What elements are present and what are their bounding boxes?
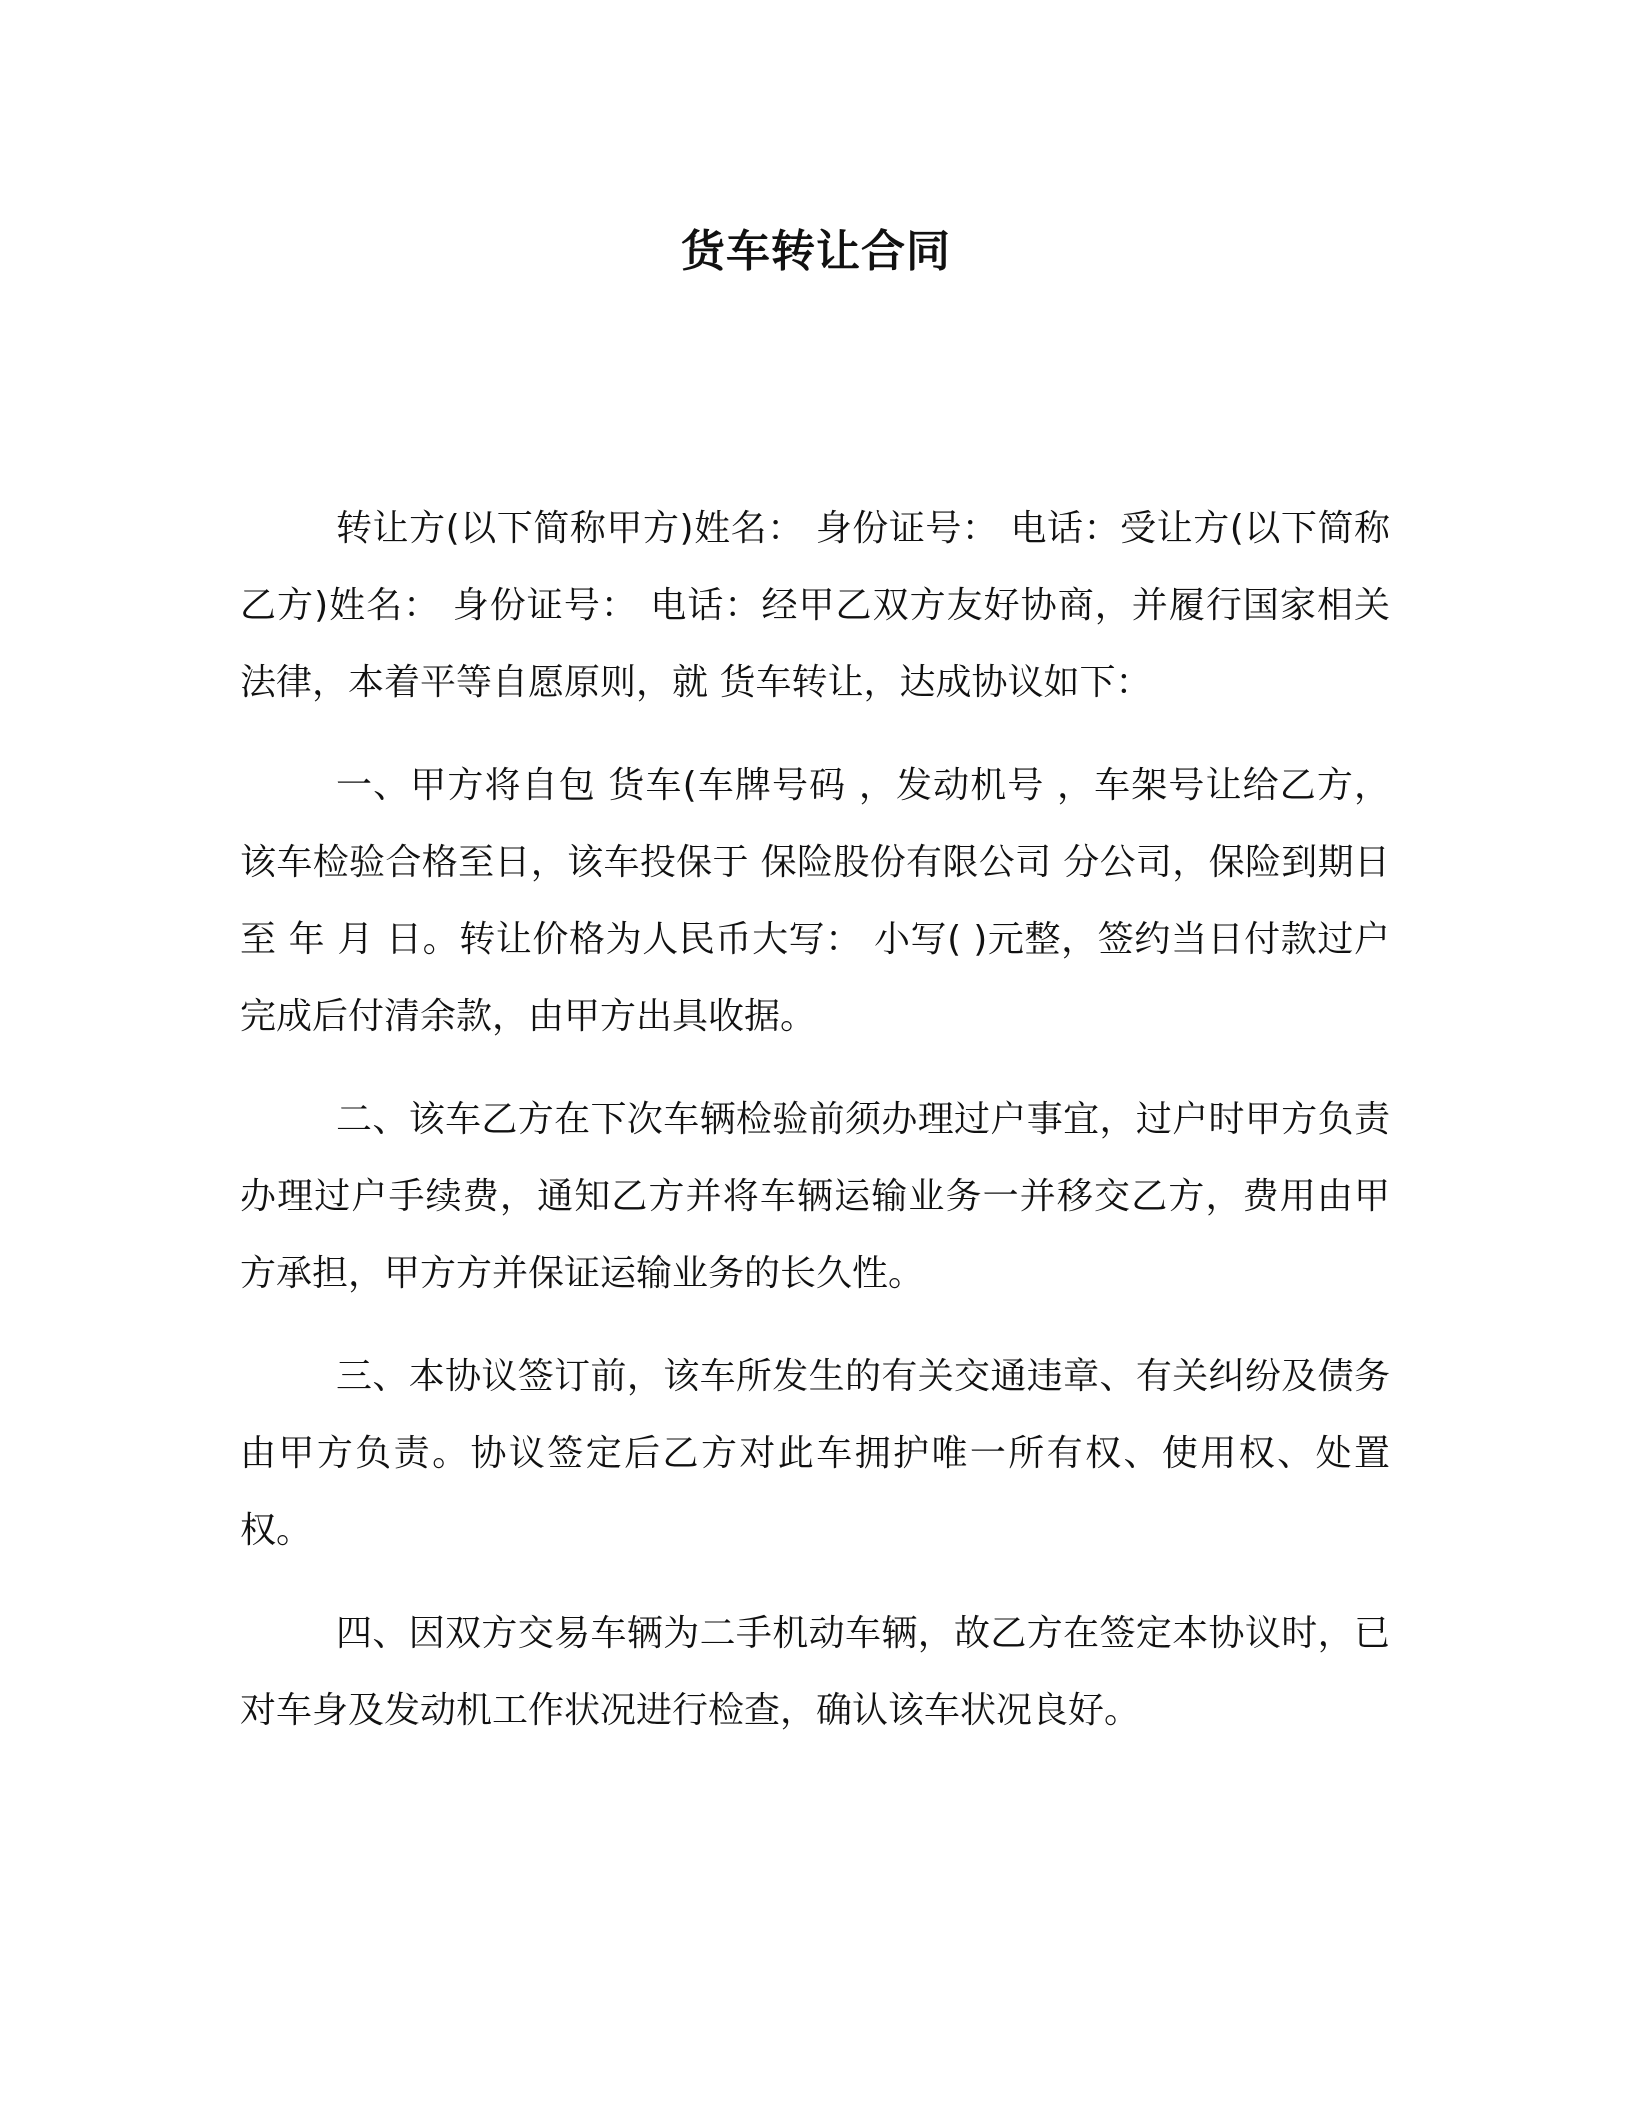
document-title: 货车转让合同 [681, 226, 951, 277]
document-body [240, 490, 1390, 1775]
paragraph-clause-2: 二、该车乙方在下次车辆检验前须办理过户事宜，过户时甲方负责办理过户手续费，通知乙方并将车辆运输业务一并移交乙方，费用由甲方承担，甲方方并保证运输业务的长久性。 [240, 1099, 1390, 1294]
paragraph-clause-4: 四、因双方交易车辆为二手机动车辆，故乙方在签定本协议时，已对车身及发动机工作状况进行检查，确认该车状况良好。 [240, 1613, 1390, 1731]
paragraph-parties: 转让方(以下简称甲方)姓名： 身份证号： 电话：受让方(以下简称乙方)姓名： 身份证号： 电话：经甲乙双方友好协商，并履行国家相关法律，本着平等自愿原则，就 货车转让，达成协议如下： [240, 508, 1390, 703]
paragraph-clause-1: 一、甲方将自包 货车(车牌号码 ，发动机号 ，车架号让给乙方，该车检验合格至日，该车投保于 保险股份有限公司 分公司，保险到期日至 年 月 日。转让价格为人民币大写： 小写( )元整，签约当日付款过户完成后付清余款，由甲方出具收据。 [240, 765, 1390, 1037]
paragraph-clause-3: 三、本协议签订前，该车所发生的有关交通违章、有关纠纷及债务由甲方负责。协议签定后乙方对此车拥护唯一所有权、使用权、处置权。 [240, 1356, 1390, 1551]
